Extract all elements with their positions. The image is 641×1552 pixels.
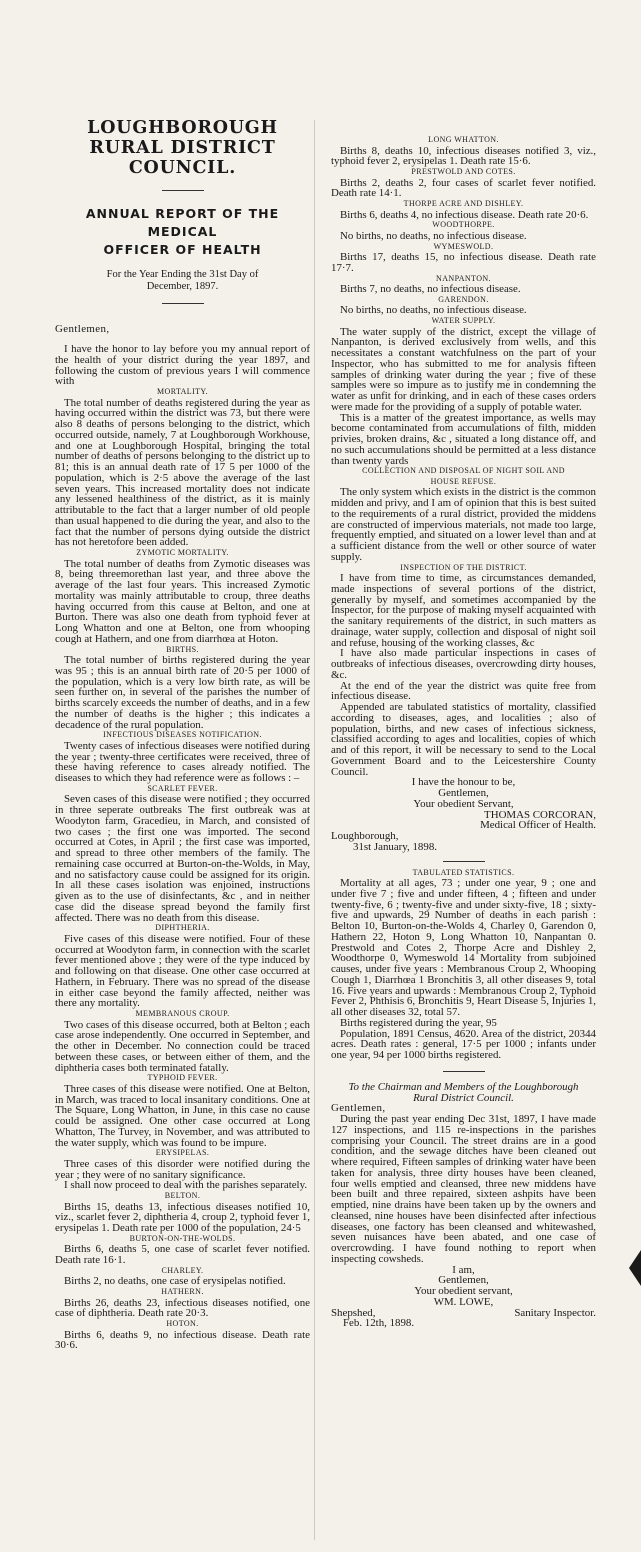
header-divider bbox=[162, 303, 204, 304]
inspector-title: Sanitary Inspector. bbox=[514, 1306, 596, 1319]
inspector-closing-2: Gentlemen, bbox=[438, 1274, 489, 1287]
parish-heading-belton: BELTON. bbox=[164, 1191, 201, 1200]
parish-wymeswold: Births 17, deaths 15, no infectious disease. Death rate 17·7. bbox=[331, 251, 596, 274]
erysipelas-paragraph: Three cases of this disorder were notified during the year ; they were of no sanitary significance. bbox=[55, 1157, 310, 1181]
stats-divider bbox=[443, 861, 485, 862]
stats-paragraph: Mortality at all ages, 73 ; under one year, 9 ; one and under five 7 ; five and under fifteen, 4 ; fifteen and under twenty-five, 6 ; twenty-five and under sixty-five, 18 ; sixty-five and upwards, 29 Number of deaths in each parish : Belton 10, Burton-on-the-Wolds 4, Charley 0, Garendon 0, Hathern 22, Hoton 9, Long Whatton 10, Nanpantan 0. Prestwold and Cotes 2, Thorpe Acre and Dishley 2, Woodthorpe 0, Wymeswold 14 Mortality from subjoined causes, under five years : Membranous Croup 2, Whooping Cough 1, Diarrhœa 1 Bronchitis 3, all other diseases 9, total 16. Five years and upwards : Membranous Croup 2, Typhoid Fever 2, Phthisis 6, Bronchitis 9, Heart Disease 5, Injuries 1, all other diseases 32, total 57. bbox=[331, 877, 596, 1018]
section-heading-zymotic: ZYMOTIC MORTALITY. bbox=[136, 548, 229, 557]
signature-title: Medical Officer of Health. bbox=[480, 819, 596, 832]
section-heading-water-supply: WATER SUPPLY. bbox=[431, 316, 496, 325]
section-heading-croup: MEMBRANOUS CROUP. bbox=[135, 1009, 230, 1018]
inspector-date: Feb. 12th, 1898. bbox=[343, 1317, 415, 1330]
inspector-closing-1: I am, bbox=[452, 1263, 475, 1276]
parish-heading-charley: CHARLEY. bbox=[161, 1265, 204, 1275]
report-title-line-2: OFFICER OF HEALTH bbox=[103, 242, 262, 257]
section-heading-diphtheria: DIPHTHERIA. bbox=[155, 923, 210, 933]
address-line-1: To the Chairman and Members of the Loughborough bbox=[348, 1080, 579, 1093]
section-heading-mortality: MORTALITY. bbox=[157, 387, 208, 396]
parish-woodthorpe: No births, no deaths, no infectious disease. bbox=[340, 229, 527, 242]
for-year-line-2: December, 1897. bbox=[146, 281, 219, 292]
croup-paragraph: Two cases of this disease occurred, both at Belton ; each case arose independently. One occurred in September, and the other in December. No connection could be traced between these cases, or between either of them, and the diphtheria cases both terminated fatally. bbox=[55, 1018, 310, 1074]
parish-heading-woodthorpe: WOODTHORPE. bbox=[432, 220, 495, 230]
parish-thorpe: Births 6, deaths 4, no infectious disease. Death rate 20·6. bbox=[340, 208, 589, 221]
section-heading-births: BIRTHS. bbox=[166, 644, 199, 654]
inspector-report-paragraph: During the past year ending Dec 31st, 1897, I have made 127 inspections, and 115 re-inspections in the parishes comprising your Council. The street drains are in a good condition, and the sewage ditches have been cleaned out where required, Fifteen samples of drinking water have been taken for analysis, three dirty houses have been cleaned, four wells emptied and cleansed, three new middens have been built and three repaired, sixteen ashpits have been emptied, nine drains have been taken up by the owners and cleansed, nine houses have been disinfected after infectious diseases, one factory has been cleansed and whitewashed, seven nuisances have been abated, and one case of overcrowding. I have found nothing to report when inspecting cowsheds. bbox=[331, 1113, 596, 1265]
closing-line-3: Your obedient Servant, bbox=[413, 797, 514, 810]
births-registered-paragraph: Births registered during the year, 95 bbox=[340, 1016, 497, 1029]
signature-date: 31st January, 1898. bbox=[353, 840, 437, 853]
parishes-intro-paragraph: I shall now proceed to deal with the parishes separately. bbox=[64, 1179, 308, 1192]
title-divider bbox=[162, 190, 204, 191]
inspector-signature-line bbox=[331, 1308, 596, 1319]
parish-hathern: Births 26, deaths 23, infectious diseases notified, one case of diphtheria. Death rate 20·3. bbox=[55, 1296, 310, 1320]
for-year-line-1: For the Year Ending the 31st Day of bbox=[106, 269, 259, 280]
section-heading-collection-2: HOUSE REFUSE. bbox=[430, 476, 497, 486]
greeting-2: Gentlemen, bbox=[331, 1102, 386, 1115]
inspector-closing-3: Your obedient servant, bbox=[414, 1285, 513, 1297]
births-paragraph: The total number of births registered during the year was 95 ; this is an annual birth rate of 20·5 per 1000 of the population, which is a very low birth rate, as will be seen further on, in several of the parishes the number of births scarcely exceeds the number of deaths, and in a few the number of deaths is the higher ; this indicates a decadence of the rural population. bbox=[55, 654, 310, 731]
left-column bbox=[55, 0, 310, 1552]
zymotic-paragraph: The total number of deaths from Zymotic diseases was 8, being threemorethan last year, and three above the average of the last four years. This increased Zymotic mortality was mainly attributable to croup, three deaths having occurred from this cause at Belton, and one at Burton. There was also one death from typhoid fever at Long Whatton and one at Belton, one from whooping cough at Hathern, and one from diarrhœa at Hoton. bbox=[55, 557, 310, 645]
greeting: Gentlemen, bbox=[55, 323, 110, 335]
report-title-line-1: ANNUAL REPORT OF THE MEDICAL bbox=[85, 206, 280, 239]
parish-garendon: No births, no deaths, no infectious disease. bbox=[340, 304, 527, 317]
scarlet-paragraph: Seven cases of this disease were notified ; they occurred in three seperate outbreaks The first outbreak was at Woodyton farm, Gracedieu, in March, and consisted of two cases ; the first one was imported. The second occurred at Cotes, in April ; the first case was imported, and spread to three other members of the family. The remaining case occurred at Burton-on-the-Wolds, in May, and no satisfactory cause could be assigned for its origin. In all these cases isolation was enjoined, instructions given as to the use of disinfectants, &c , and in neither case did the disease spread beyond the family first affected. There was no death from this disease. bbox=[55, 793, 310, 924]
signature-place: Loughborough, bbox=[331, 830, 399, 842]
population-paragraph: Population, 1891 Census, 4620. Area of the district, 20344 acres. Death rates : general, 17·5 per 1000 ; infants under one year, 94 per 1000 births registered. bbox=[331, 1027, 596, 1061]
infectious-paragraph: Twenty cases of infectious diseases were notified during the year ; twenty-three certificates were received, three of these having reference to cases already notified. The diseases to which they had reference were as follows : – bbox=[55, 739, 310, 784]
parish-heading-garendon: GARENDON. bbox=[438, 294, 489, 304]
water-supply-paragraph-2: This is a matter of the greatest importance, as wells may become contaminated from accumulations of filth, midden privies, broken drains, &c , situated a long distance off, and no such accumulations should be permitted at a less distance than twenty yards bbox=[331, 411, 596, 467]
parish-burton: Births 6, deaths 5, one case of scarlet fever notified. Death rate 16·1. bbox=[55, 1243, 310, 1266]
closing-line-1: I have the honour to be, bbox=[411, 776, 516, 789]
parish-heading-burton: BURTON-ON-THE-WOLDS. bbox=[129, 1233, 236, 1243]
parish-hoton: Births 6, deaths 9, no infectious disease. Death rate 30·6. bbox=[55, 1328, 310, 1352]
appended-paragraph: Appended are tabulated statistics of mortality, classified according to diseases, ages, and localities ; also of population, births, and new cases of infectious sickness, classified according to ages and localities, copies of which and of this report, it will be necessary to send to the Local Government Board and to the Leicestershire County Council. bbox=[331, 701, 596, 778]
parish-belton: Births 15, deaths 13, infectious diseases notified 10, viz., scarlet fever 2, diphtheria 4, croup 2, typhoid fever 1, erysipelas 1. Death rate per 1000 of the population, 24·5 bbox=[55, 1200, 310, 1234]
parish-heading-hoton: HOTON. bbox=[166, 1319, 199, 1328]
council-title-line-2: COUNCIL. bbox=[128, 158, 237, 178]
inspection-paragraph-3: At the end of the year the district was quite free from infectious disease. bbox=[331, 679, 596, 703]
parish-heading-prestwold: PRESTWOLD AND COTES. bbox=[411, 167, 516, 176]
parish-heading-long-whatton: LONG WHATTON. bbox=[428, 135, 499, 144]
binding-edge-mark bbox=[629, 1250, 641, 1286]
collection-paragraph: The only system which exists in the district is the common midden and privy, and I am of opinion that this is best suited to the requirements of a rural district, provided the middens are constructed of impervious materials, not made too large, frequently emptied, and situated on a lower level than and at a sufficient distance from the well or other source of water supply. bbox=[331, 486, 596, 563]
right-column bbox=[331, 0, 596, 1552]
signature-name: THOMAS CORCORAN, bbox=[484, 808, 596, 821]
section-heading-scarlet: SCARLET FEVER. bbox=[147, 783, 218, 793]
section-heading-erysipelas: ERYSIPELAS. bbox=[155, 1148, 210, 1158]
section-heading-typhoid: TYPHOID FEVER. bbox=[147, 1073, 218, 1083]
parish-prestwold: Births 2, deaths 2, four cases of scarlet fever notified. Death rate 14·1. bbox=[331, 176, 596, 200]
section-heading-infectious: INFECTIOUS DISEASES NOTIFICATION. bbox=[103, 730, 262, 740]
section-heading-collection-1: COLLECTION AND DISPOSAL OF NIGHT SOIL AND bbox=[362, 466, 565, 476]
inspector-place: Shepshed, bbox=[331, 1306, 376, 1319]
mortality-paragraph: The total number of deaths registered during the year as having occurred within the district was 73, but there were also 8 deaths of persons belonging to the district, which occurred outside, namely, 7 at Loughborough Workhouse, and one at Loughborough Hospital, bringing the total number of deaths of persons belonging to the district up to 81; this is an annual death rate of 17 5 per 1000 of the population, which is 2·5 above the average of the last seven years. This increased mortality does not indicate any lessened healthiness of the district, as it is mainly attributable to the fact that a larger number of old people than usual happened to die during the year, and also to the fact that the number of persons dying outside the district has not heretofore been added. bbox=[55, 396, 310, 549]
column-divider bbox=[314, 120, 315, 1540]
inspection-paragraph: I have from time to time, as circumstances demanded, made inspections of several portions of the district, generally by myself, and sometimes accompanied by the Inspector, for the purpose of making myself acquainted with the sanitary requirements of the district, in such matters as drainage, water supply, collection and disposal of night soil and refuse, housing of the working classes, &c bbox=[331, 572, 596, 649]
parish-heading-wymeswold: WYMESWOLD. bbox=[433, 241, 494, 251]
section-heading-inspection: INSPECTION OF THE DISTRICT. bbox=[400, 562, 527, 572]
address-line-2: Rural District Council. bbox=[413, 1091, 514, 1104]
closing-line-2: Gentlemen, bbox=[438, 787, 489, 799]
inspector-divider bbox=[443, 1071, 485, 1072]
inspection-paragraph-2: I have also made particular inspections in cases of outbreaks of infectious diseases, overcrowding dirty houses, &c. bbox=[331, 647, 596, 681]
typhoid-paragraph: Three cases of this disease were notified. One at Belton, in March, was traced to local insanitary conditions. One at The Square, Long Whatton, in June, in this case no cause could be assigned. One other case occurred at Long Whatton, The Turvey, in November, and was attributed to the water supply, which was found to be impure. bbox=[55, 1082, 310, 1149]
inspector-signature: WM. LOWE, bbox=[433, 1295, 494, 1308]
diphtheria-paragraph: Five cases of this disease were notified. Four of these occurred at Woodyton farm, in connection with the scarlet fever mentioned above ; they were of the type induced by and following on that disease. One other case occurred at Hathern, in February. There was no spread of the disease in either case beyond the family affected, neither was there any mortality. bbox=[55, 932, 310, 1010]
parish-charley: Births 2, no deaths, one case of erysipelas notified. bbox=[64, 1275, 286, 1288]
water-supply-paragraph: The water supply of the district, except the village of Nanpanton, is derived exclusively from wells, and this necessitates a constant watchfulness on the part of your Inspector, who has submitted to me for analysis fifteen samples of drinking water during the year ; five of these samples were so impure as to justify me in condemning the water as unfit for drinking, and in each of these cases orders were made for the providing of a supply of potable water. bbox=[331, 325, 596, 413]
parish-heading-nanpanton: NANPANTON. bbox=[436, 273, 491, 283]
parish-heading-hathern: HATHERN. bbox=[161, 1287, 204, 1296]
section-heading-stats: TABULATED STATISTICS. bbox=[412, 867, 515, 877]
parish-long-whatton: Births 8, deaths 10, infectious diseases notified 3, viz., typhoid fever 2, erysipelas 1. Death rate 15·6. bbox=[331, 144, 596, 168]
parish-nanpanton: Births 7, no deaths, no infectious disease. bbox=[340, 283, 521, 295]
council-title-line-1: LOUGHBOROUGH RURAL DISTRICT bbox=[87, 118, 278, 158]
parish-heading-thorpe: THORPE ACRE AND DISHLEY. bbox=[403, 199, 524, 208]
intro-paragraph: I have the honor to lay before you my annual report of the health of your district during the year 1897, and following the custom of previous years I will commence with bbox=[55, 343, 310, 388]
